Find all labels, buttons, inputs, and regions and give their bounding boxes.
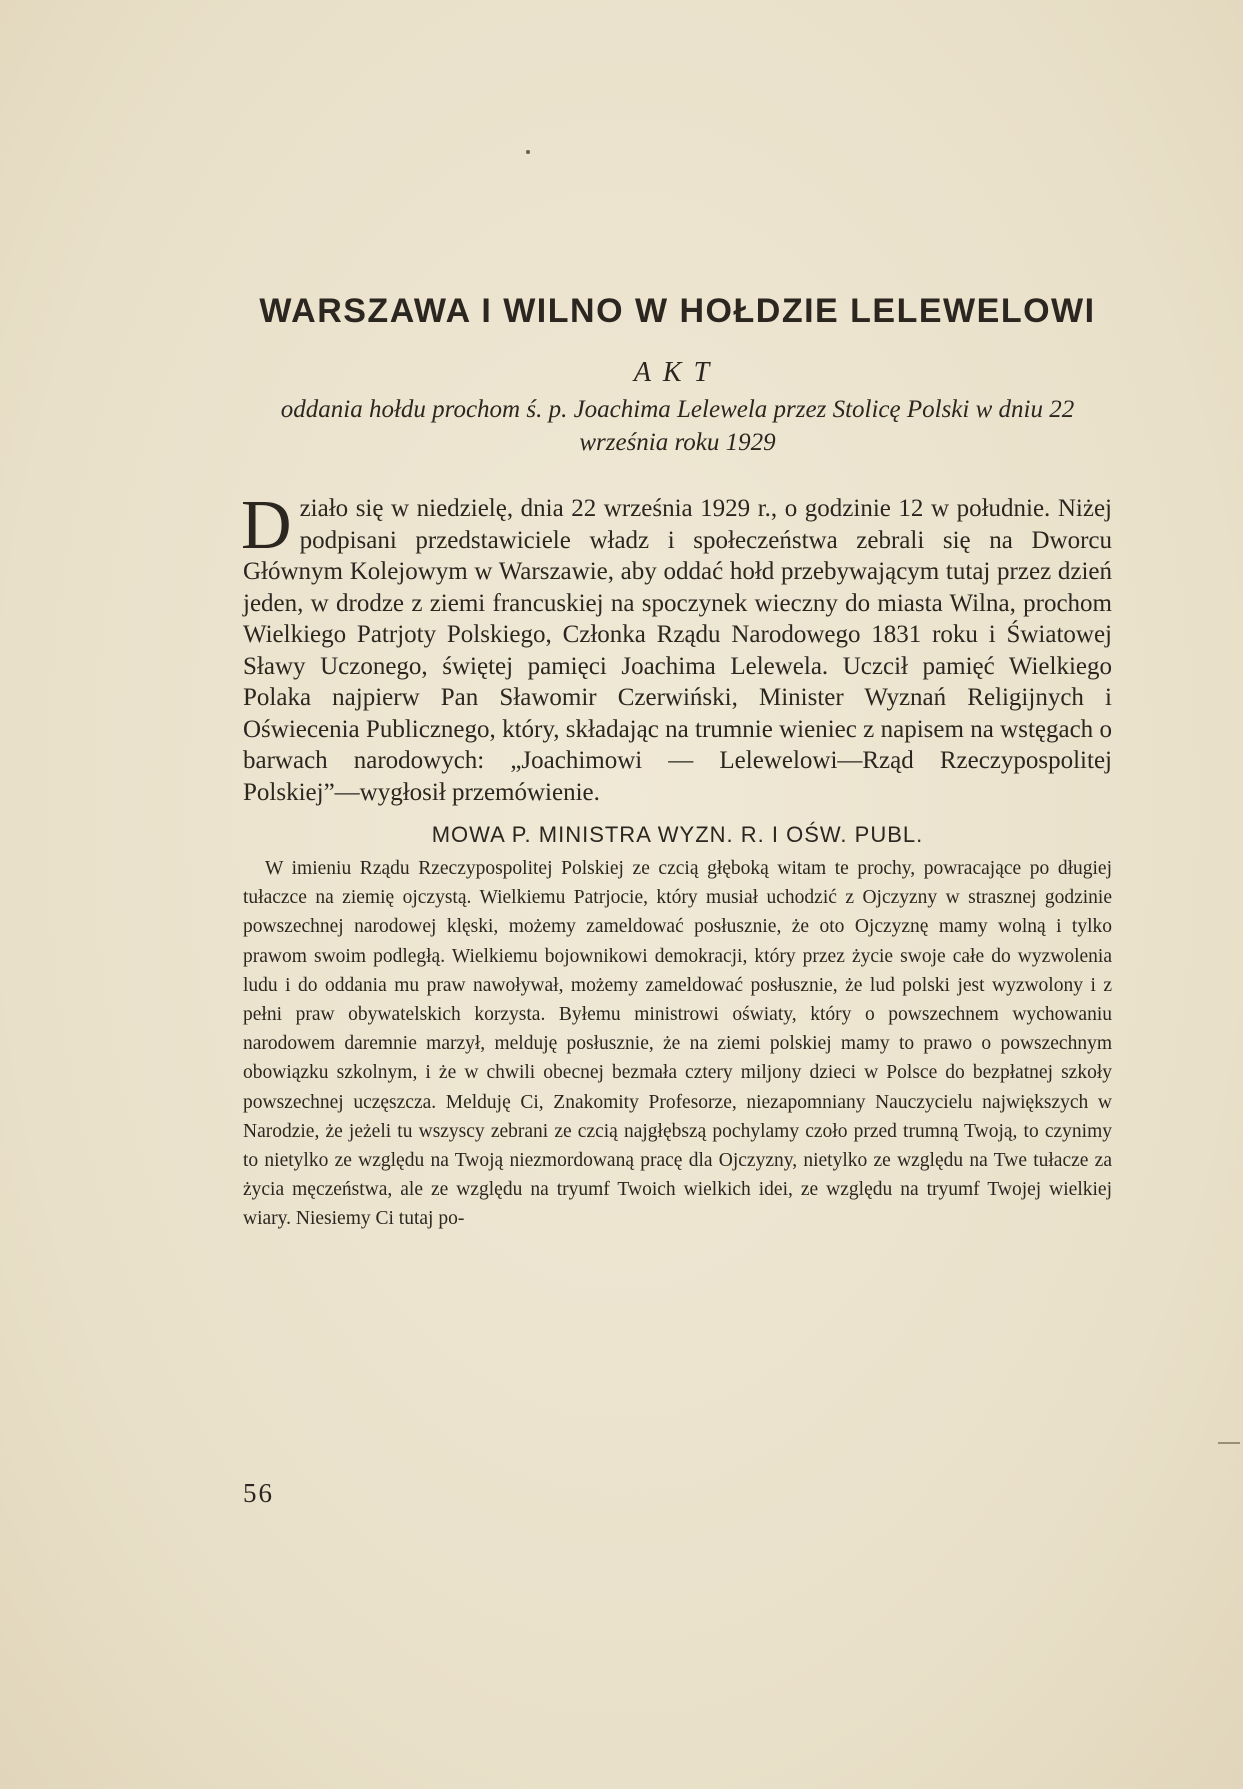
article-title: WARSZAWA I WILNO W HOŁDZIE LELEWELOWI [259,292,1096,330]
akt-heading: AKT [633,357,722,388]
article [243,292,1112,1234]
speech-text: W imieniu Rządu Rzeczypospolitej Polskiej ze czcią głęboką witam te prochy, powracające po długiej tułaczce na ziemię ojczystą. Wielkiemu Patrjocie, który musiał uchodzić z Ojczyzny w strasznej godzinie powszechnej narodowej klęski, możemy zameldować posłusznie, że oto Ojczyznę mamy wolną i tylko prawom swoim podległą. Wielkiemu bojownikowi demokracji, który przez życie swoje całe do wyzwolenia ludu i do oddania mu praw nawoływał, możemy zameldować posłusznie, że lud polski jest wyzwolony i z pełni praw obywatelskich korzysta. Byłemu ministrowi oświaty, który o powszechnem wychowaniu narodowem daremnie marzył, melduję posłusznie, że na ziemi polskiej mamy to prawo o powszechnym obowiązku szkolnym, i że w chwili obecnej bezmała cztery miljony dzieci w Polsce do bezpłatnej szkoły powszechnej uczęszcza. Melduję Ci, Znakomity Profesorze, niezapomniany Nauczycielu największych w Narodzie, że jeżeli tu wszyscy zebrani ze czcią najgłębszą pochylamy czoło przed trumną Twoją, to czynimy to nietylko ze względu na Twoją niezmordowaną pracę dla Ojczyzny, nietylko ze względu na Twe tułacze za życia męczeństwa, ale ze względu na tryumf Twoich wielkich idei, ze względu na tryumf Twojej wielkiej wiary. Niesiemy Ci tutaj po- [243,858,1112,1230]
ink-speck [526,150,530,154]
page-edge-mark [1218,1442,1240,1452]
akt-subtitle: oddania hołdu prochom ś. p. Joachima Lelewela przez Stolicę Polski w dniu 22 września roku 1929 [280,396,1075,456]
main-paragraph [241,487,1112,808]
page-number: 56 [243,1478,274,1508]
main-paragraph-text: ziało się w niedzielę, dnia 22 września 1929 r., o godzinie 12 w południe. Niżej podpisani przedstawiciele władz i społeczeństwa zebrali się na Dworcu Głównym Kolejowym w Warszawie, aby oddać hołd przebywającym tutaj przez dzień jeden, w drodze z ziemi francuskiej na spoczynek wieczny do miasta Wilna, prochom Wielkiego Patrjoty Polskiego, Członka Rządu Narodowego 1831 roku i Światowej Sławy Uczonego, świętej pamięci Joachima Lelewela. Uczcił pamięć Wielkiego Polaka najpierw Pan Sławomir Czerwiński, Minister Wyznań Religijnych i Oświecenia Publicznego, który, składając na trumnie wieniec z napisem na wstęgach o barwach narodowych: „Joachimowi — Lelewelowi—Rząd Rzeczypospolitej Polskiej”—wygłosił przemówienie. [243,495,1112,806]
drop-cap: D [241,487,292,564]
speech-heading: MOWA P. MINISTRA WYZN. R. I OŚW. PUBL. [431,822,924,847]
